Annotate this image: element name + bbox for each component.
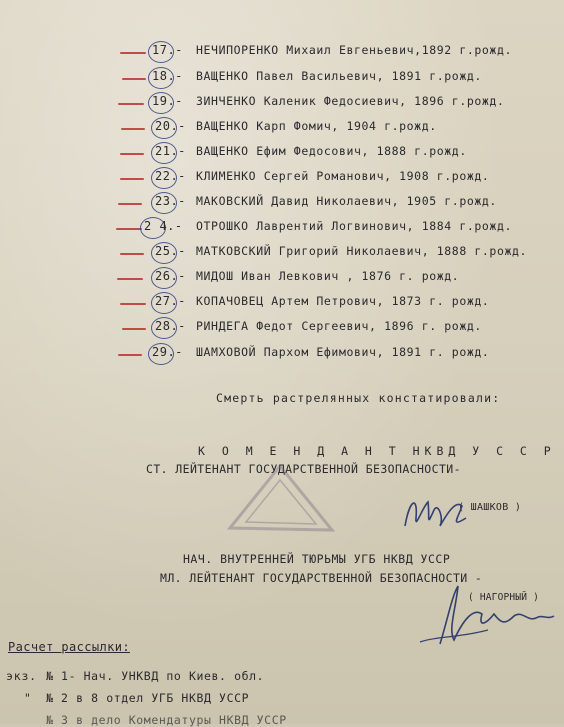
list-item (0, 268, 564, 290)
entry-number: 19.- (152, 94, 183, 108)
entry-text: МИДОШ Иван Левкович , 1876 г. рожд. (196, 269, 460, 283)
entry-number: 18.- (152, 69, 183, 83)
entry-text: ЗИНЧЕНКО Каленик Федосиевич, 1896 г.рожд. (196, 94, 505, 108)
entry-number: 23.- (155, 194, 186, 208)
red-pencil-mark (120, 178, 144, 180)
entry-number: 27.- (155, 294, 186, 308)
commandant-name: ( ШАШКОВ ) (458, 502, 522, 513)
red-pencil-mark (120, 253, 144, 255)
prison-chief-signature (418, 578, 558, 656)
entry-text: ВАЩЕНКО Ефим Федосович, 1888 г.рожд. (196, 144, 467, 158)
list-item (0, 318, 564, 340)
entry-number: 29.- (152, 345, 183, 359)
entry-text: ВАЩЕНКО Павел Васильевич, 1891 г.рожд. (196, 69, 482, 83)
distribution-title: Расчет рассылки: (8, 640, 130, 654)
commandant-rank: СТ. ЛЕЙТЕНАНТ ГОСУДАРСТВЕННОЙ БЕЗОПАСНОСТИ- (146, 462, 461, 476)
distribution-item-3: № 3 в дело Комендатуры НКВД УССР (46, 713, 287, 727)
red-pencil-mark (116, 228, 142, 230)
prison-chief-rank: МЛ. ЛЕЙТЕНАНТ ГОСУДАРСТВЕННОЙ БЕЗОПАСНОСТИ - (160, 571, 483, 585)
list-item (0, 42, 564, 64)
triangle-stamp (220, 458, 340, 548)
entry-text: КОПАЧОВЕЦ Артем Петрович, 1873 г. рожд. (196, 294, 490, 308)
list-item (0, 344, 564, 366)
entry-number: 26.- (155, 269, 186, 283)
entry-text: ВАЩЕНКО Карп Фомич, 1904 г.рожд. (196, 119, 437, 133)
distribution-prefix-1: экз. (6, 669, 37, 683)
entry-number: 22.- (155, 169, 186, 183)
list-item (0, 93, 564, 115)
death-statement: Смерть растрелянных констатировали: (216, 391, 501, 405)
list-item (0, 168, 564, 190)
entry-text: КЛИМЕНКО Сергей Романович, 1908 г.рожд. (196, 169, 490, 183)
red-pencil-mark (120, 303, 146, 305)
entry-number: 17.- (152, 43, 183, 57)
distribution-item-2: № 2 в 8 отдел УГБ НКВД УССР (46, 691, 250, 705)
list-item (0, 68, 564, 90)
entry-text: ШАМХОВОЙ Пархом Ефимович, 1891 г. рожд. (196, 345, 490, 359)
entry-text: ОТРОШКО Лаврентий Логвинович, 1884 г.рожд. (196, 219, 512, 233)
entry-text: МАКОВСКИЙ Давид Николаевич, 1905 г.рожд. (196, 194, 497, 208)
entry-number: 28.- (155, 319, 186, 333)
entry-number: 20.- (155, 119, 186, 133)
red-pencil-mark (118, 354, 142, 356)
list-item (0, 118, 564, 140)
prison-chief-title: НАЧ. ВНУТРЕННЕЙ ТЮРЬМЫ УГБ НКВД УССР (183, 552, 451, 566)
red-pencil-mark (118, 103, 144, 105)
commandant-signature (400, 488, 470, 536)
distribution-prefix-2: " (24, 691, 32, 705)
entry-text: НЕЧИПОРЕНКО Михаил Евгеньевич,1892 г.рожд. (196, 43, 512, 57)
list-item (0, 193, 564, 215)
list-item (0, 218, 564, 240)
entry-number: 21.- (155, 144, 186, 158)
red-pencil-mark (121, 128, 145, 130)
red-pencil-mark (120, 153, 144, 155)
red-pencil-mark (120, 52, 146, 54)
list-item (0, 243, 564, 265)
entry-text: РИНДЕГА Федот Сергеевич, 1896 г. рожд. (196, 319, 482, 333)
commandant-title: К О М Е Н Д А Н Т НКВД У С С Р (198, 444, 556, 458)
entry-text: МАТКОВСКИЙ Григорий Николаевич, 1888 г.рожд. (196, 244, 528, 258)
prison-chief-name: ( НАГОРНЫЙ ) (468, 592, 540, 603)
red-pencil-mark (117, 278, 143, 280)
entry-number: 2 4.- (144, 219, 183, 233)
list-item (0, 293, 564, 315)
red-pencil-mark (122, 328, 146, 330)
entry-number: 25.- (155, 244, 186, 258)
distribution-item-1: № 1- Нач. УНКВД по Киев. обл. (46, 669, 265, 683)
list-item (0, 143, 564, 165)
red-pencil-mark (118, 203, 142, 205)
red-pencil-mark (122, 78, 146, 80)
